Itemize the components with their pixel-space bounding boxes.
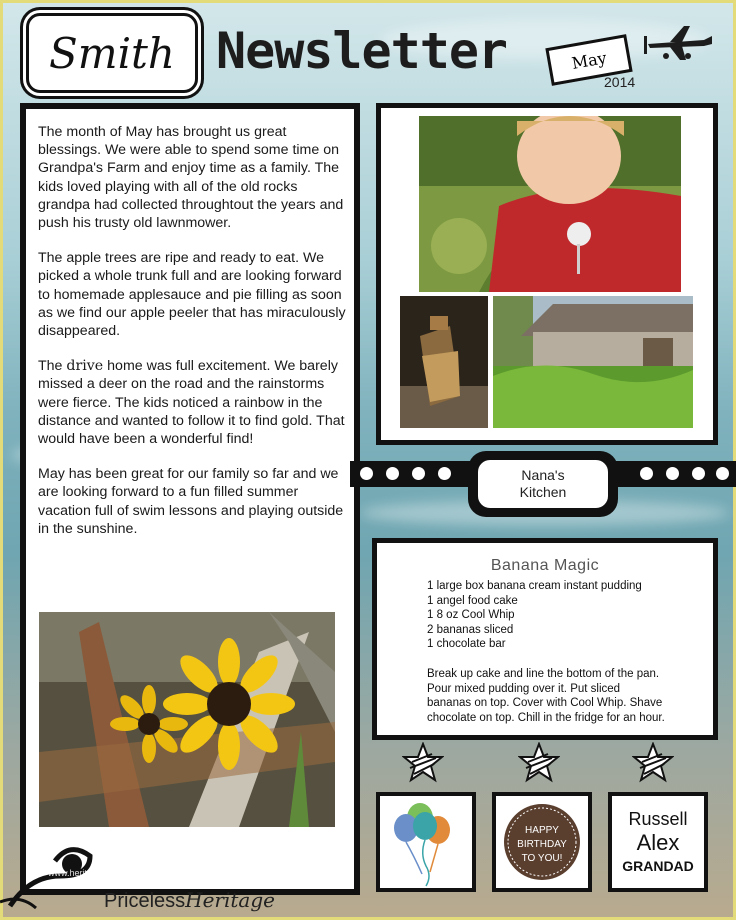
brand-part1: Priceless (104, 890, 186, 912)
ingredient-item: 1 chocolate bar (427, 638, 506, 651)
ingredient-item: 1 large box banana cream instant pudding (427, 580, 642, 592)
recipe-directions (427, 667, 665, 725)
flourish-icon (0, 846, 110, 916)
name-grandad: GRANDAD (622, 858, 694, 874)
star-icon (402, 742, 444, 784)
birthday-line1: HAPPY (525, 825, 559, 836)
family-name-tag (26, 13, 198, 93)
brand-logo (104, 888, 275, 913)
direction-line: chocolate on top. Chill in the fridge for an hour. (427, 711, 665, 724)
photo-collage (376, 103, 718, 445)
year-label: 2014 (604, 74, 636, 90)
name-russell: Russell (628, 809, 688, 829)
story-text (38, 123, 348, 555)
lantern-photo (400, 296, 488, 428)
balloons-card (376, 792, 476, 892)
birthday-line2: BIRTHDAY (517, 839, 567, 850)
recipe-card (372, 538, 718, 740)
sunflower-photo (39, 612, 335, 827)
month-label: May (570, 47, 608, 73)
birthday-badge (496, 796, 588, 888)
section-badge (468, 451, 618, 517)
story-card (20, 103, 360, 895)
balloons-icon (380, 796, 472, 888)
direction-line: bananas on top. Cover with Cool Whip. Shave (427, 697, 663, 710)
newsletter-title: Newsletter (216, 22, 508, 80)
ingredient-item: 1 8 oz Cool Whip (427, 609, 515, 622)
brand-part2: Heritage (185, 888, 275, 912)
airplane-icon (644, 22, 716, 66)
recipe-title: Banana Magic (490, 557, 600, 574)
barn-photo (493, 296, 693, 428)
direction-line: Break up cake and line the bottom of the pan. (427, 668, 660, 680)
story-paragraph: The month of May has brought us great blessings. We were able to spend some time on Grandpa's Farm and enjoy time as a family. The kids loved playing with all of the old rocks grandpa had collected throughtout the years and push his trusty old lawnmower. (38, 124, 344, 232)
boy-dandelion-photo (419, 116, 681, 292)
ingredient-item: 1 angel food cake (427, 594, 518, 607)
direction-line: Pour mixed pudding over it. Put sliced (427, 682, 621, 695)
birthday-card (492, 792, 592, 892)
section-badge-line1: Nana's (521, 467, 565, 483)
names-card (608, 792, 708, 892)
star-icon (632, 742, 674, 784)
section-badge-line2: Kitchen (519, 484, 567, 500)
family-name: Smith (49, 28, 175, 78)
name-alex: Alex (636, 830, 680, 855)
story-paragraph: May has been great for our family so far and we are looking forward to a fun filled summer vacation full of swim lessons and playing outside in the sunshine. (38, 466, 344, 537)
story-paragraph: The apple trees are ripe and ready to eat. We picked a whole trunk full and are looking forward to homemade applesauce and pie filling as soon as we find our apple peeler that has miraculously disappeared. (38, 250, 346, 340)
story-paragraph: The drive home was full excitement. We barely missed a deer on the road and the rainstorms were fierce. The kids noticed a rainbow in the distance and wanted to follow it to find gold. That would have been a wonderful find! (38, 358, 345, 448)
birthday-line3: TO YOU! (521, 853, 563, 864)
star-icon (518, 742, 560, 784)
watermark: www.heritagemakers.com (48, 868, 152, 878)
recipe-ingredients (427, 579, 642, 652)
ingredient-item: 2 bananas sliced (427, 623, 514, 636)
